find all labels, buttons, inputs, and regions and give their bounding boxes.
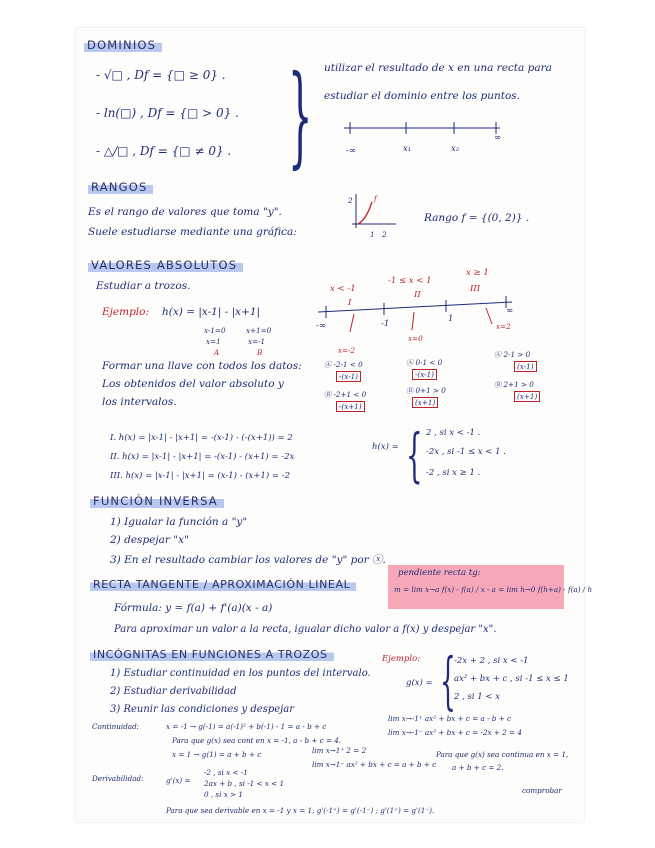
va-point-1: x=-2 — [338, 346, 356, 355]
va-b-label: B — [257, 348, 263, 357]
derivabilidad-piece2: 2ax + b , si -1 < x < 1 — [204, 779, 285, 788]
check-A3-result: (x-1) — [514, 361, 537, 372]
va-form-line3: los intervalos. — [102, 396, 177, 408]
check-B2: Ⓑ 0+1 > 0 — [406, 386, 446, 395]
continuidad-limit4: lim x→1⁻ ax² + bx + c = a + b + c — [312, 760, 437, 769]
left-brace: { — [440, 644, 456, 717]
va-form-line1: Formar una llave con todos los datos: — [102, 360, 302, 372]
va-form-line2: Los obtenidos del valor absoluto y — [102, 378, 284, 390]
continuidad-limit1: lim x→-1⁺ ax² + bx + c = a - b + c — [388, 714, 512, 723]
check-A1: Ⓐ -2-1 < 0 — [324, 360, 363, 369]
section-heading-incognitas: INCÓGNITAS EN FUNCIONES A TROZOS — [90, 648, 334, 661]
va-piece-2: -2x , si -1 ≤ x < 1 . — [426, 447, 506, 457]
comprobar-note: comprobar — [522, 786, 562, 795]
interval-2: -1 ≤ x < 1 — [388, 276, 432, 286]
rangos-line1: Es el rango de valores que toma "y". — [88, 206, 282, 218]
va-piece-1: 2 , si x < -1 . — [426, 428, 481, 438]
number-line-x1: x₁ — [403, 144, 412, 154]
incognitas-step2: 2) Estudiar derivabilidad — [110, 686, 237, 697]
check-B3: Ⓑ 2+1 > 0 — [494, 380, 534, 389]
derivabilidad-gprime: g'(x) = — [166, 776, 191, 785]
incognitas-gx-label: g(x) = — [406, 678, 433, 688]
va-hx-label: h(x) = — [372, 442, 399, 452]
continuidad-result2: a + b + c = 2. — [452, 763, 504, 772]
check-A2-result: -(x-1) — [412, 369, 437, 380]
incognitas-example-label: Ejemplo: — [382, 654, 421, 664]
range-graph — [348, 192, 398, 234]
derivabilidad-piece1: -2 , si x < -1 — [204, 768, 248, 777]
continuidad-label: Continuidad: — [92, 722, 140, 731]
va-number-line — [316, 290, 516, 336]
roman-II: II — [414, 290, 421, 300]
incognitas-piece-1: -2x + 2 , si x < -1 — [454, 656, 529, 666]
check-B3-result: (x+1) — [514, 391, 540, 402]
section-heading-rangos: RANGOS — [88, 180, 153, 194]
va-point-2: x=0 — [408, 334, 423, 343]
check-A2: Ⓐ 0-1 < 0 — [406, 358, 443, 367]
check-B1-result: -(x+1) — [336, 401, 365, 412]
domain-rule-ln: - ln(□) , Df = {□ > 0} . — [96, 106, 239, 120]
range-result: Rango f = {(0, 2)} . — [424, 212, 530, 224]
number-line-x2: x₂ — [451, 144, 460, 154]
inversa-step1: 1) Igualar la función a "y" — [110, 516, 248, 528]
incognitas-piece-3: 2 , si 1 < x — [454, 692, 501, 702]
interval-3: x ≥ 1 — [466, 268, 489, 278]
va-line-minus1: -1 — [381, 319, 390, 329]
left-brace: { — [406, 421, 423, 489]
rangos-line2: Suele estudiarse mediante una gráfica: — [88, 226, 297, 238]
va-a-label: A — [214, 348, 220, 357]
va-point-3: x=2 — [496, 322, 511, 331]
va-line-inf: ∞ — [506, 306, 514, 316]
domain-rule-fraction: - △/□ , Df = {□ ≠ 0} . — [96, 144, 232, 158]
roman-III: III — [470, 284, 481, 294]
va-a-eq1: x-1=0 — [204, 326, 226, 335]
va-line1: Estudiar a trozos. — [96, 280, 191, 292]
domain-rule-sqrt: - √□ , Df = {□ ≥ 0} . — [96, 68, 226, 82]
check-B2-result: (x+1) — [412, 397, 438, 408]
right-brace: } — [288, 51, 313, 179]
check-A3: Ⓐ 2-1 > 0 — [494, 350, 531, 359]
continuidad-line1: x = -1 → g(-1) = a(-1)² + b(-1) - 1 = a - b + c — [166, 722, 327, 731]
graph-y-2: 2 — [348, 196, 353, 205]
domain-number-line — [344, 120, 504, 140]
slope-note-formula: m = lim x→a f(x) - f(a) / x - a = lim h→0 f(h+a) - f(a) / h — [394, 585, 593, 594]
section-heading-dominios: DOMINIOS — [84, 38, 162, 52]
tangente-aprox: Para aproximar un valor a la recta, igualar dicho valor a f(x) y despejar "x". — [114, 624, 497, 635]
va-eval-II: II. h(x) = |x-1| - |x+1| = -(x-1) - (x+1) = -2x — [110, 452, 295, 462]
graph-f-label: f — [374, 194, 377, 203]
va-eval-III: III. h(x) = |x-1| - |x+1| = (x-1) - (x+1) = -2 — [110, 471, 291, 481]
slope-note-title: pendiente recta tg: — [398, 568, 481, 578]
derivabilidad-condition: Para que sea derivable en x = -1 y x = 1, g'(-1⁺) = g'(-1⁻) ; g'(1⁺) = g'(1⁻). — [166, 806, 435, 815]
inversa-step2: 2) despejar "x" — [110, 534, 189, 546]
va-line-neg-inf: -∞ — [316, 321, 326, 331]
continuidad-line2: Para que g(x) sea cont en x = -1, a - b + c = 4. — [172, 736, 342, 745]
va-example-label: Ejemplo: — [102, 306, 150, 318]
continuidad-line3: x = 1 → g(1) = a + b + c — [172, 750, 262, 759]
check-A1-result: -(x-1) — [336, 371, 361, 382]
number-line-neg-inf: -∞ — [346, 146, 356, 156]
section-heading-valores-absolutos: VALORES ABSOLUTOS — [88, 258, 243, 272]
slope-sticky-note — [388, 565, 593, 609]
derivabilidad-piece3: 0 , si x > 1 — [204, 790, 243, 799]
va-piece-3: -2 , si x ≥ 1 . — [426, 468, 481, 478]
incognitas-piece-2: ax² + bx + c , si -1 ≤ x ≤ 1 — [454, 674, 569, 684]
va-line-1: 1 — [448, 314, 454, 324]
continuidad-limit3: lim x→1⁺ 2 = 2 — [312, 746, 367, 755]
check-B1: Ⓑ -2+1 < 0 — [324, 390, 367, 399]
continuidad-limit2: lim x→-1⁻ ax² + bx + c = -2x + 2 = 4 — [388, 728, 522, 737]
va-eval-I: I. h(x) = |x-1| - |x+1| = -(x-1) - (-(x+1)) = 2 — [110, 433, 293, 443]
roman-I: I — [348, 298, 352, 308]
section-heading-funcion-inversa: FUNCIÓN INVERSA — [90, 494, 224, 508]
graph-x-2: 2 — [382, 230, 387, 239]
derivabilidad-label: Derivabilidad: — [92, 774, 144, 783]
interval-1: x < -1 — [330, 284, 356, 294]
continuidad-result1: Para que g(x) sea continua en x = 1, — [436, 750, 569, 759]
tangente-formula: Fórmula: y = f(a) + f'(a)(x - a) — [114, 602, 273, 614]
incognitas-step3: 3) Reunir las condiciones y despejar — [110, 704, 294, 715]
va-b-eq2: x=-1 — [248, 337, 266, 346]
notes-page — [76, 28, 584, 822]
graph-x-1: 1 — [370, 230, 375, 239]
va-a-eq2: x=1 — [206, 337, 221, 346]
domain-note-line2: estudiar el dominio entre los puntos. — [324, 90, 521, 102]
number-line-inf: ∞ — [494, 133, 502, 143]
incognitas-step1: 1) Estudiar continuidad en los puntos del intervalo. — [110, 668, 371, 679]
va-example-function: h(x) = |x-1| - |x+1| — [162, 306, 261, 318]
domain-note-line1: utilizar el resultado de x en una recta para — [324, 62, 552, 74]
inversa-step3: 3) En el resultado cambiar los valores de "y" por ⓧ. — [110, 554, 386, 566]
va-b-eq1: x+1=0 — [246, 326, 272, 335]
section-heading-recta-tangente: RECTA TANGENTE / APROXIMACIÓN LINEAL — [90, 578, 356, 591]
